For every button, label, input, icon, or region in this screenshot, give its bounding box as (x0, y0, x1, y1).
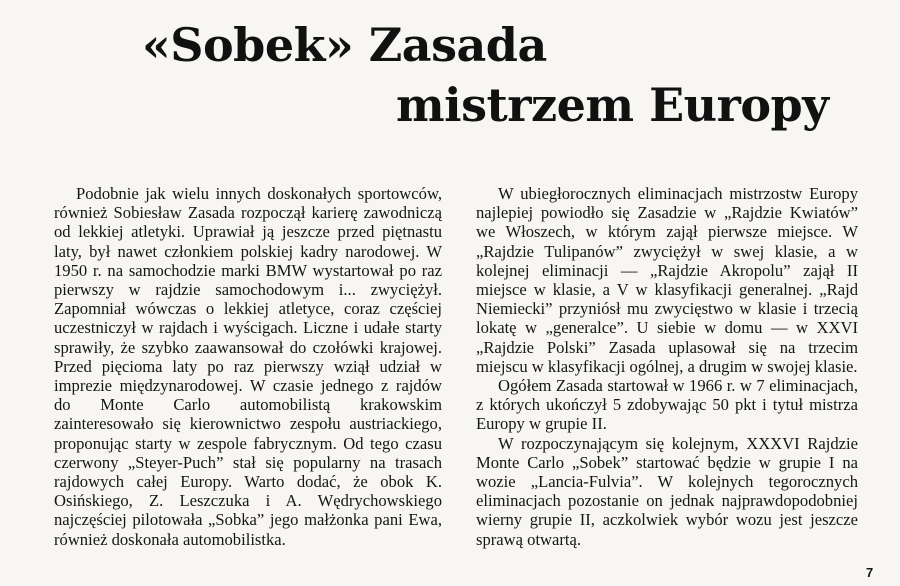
title-line-2: mistrzem Europy (396, 78, 829, 132)
page-number: 7 (866, 565, 874, 580)
paragraph: W ubiegłorocznych eliminacjach mistrzostw Europy najlepiej powiodło się Zasadzie w „Rajdzie Kwiatów” we Włoszech, w którym zajął pierwsze miejsce. W „Rajdzie Tulipanów” zwyciężył w swej klasie, a w kolejnej eliminacji — „Rajdzie Akropolu” zajął II miejsce w klasie, a V w klasyfikacji generalnej. „Rajd Niemiecki” przyniósł mu zwycięstwo w klasie i trzecią lokatę w „generalce”. U siebie w domu — w XXVI „Rajdzie Polski” Zasada uplasował się na trzecim miejscu w klasyfikacji ogólnej, a drugim w swojej klasie. (476, 184, 858, 376)
paragraph: Podobnie jak wielu innych doskonałych sportowców, również Sobiesław Zasada rozpoczął karierę zawodniczą od lekkiej atletyki. Uprawiał ją jeszcze przed piętnastu laty, był nawet członkiem polskiej kadry narodowej. W 1950 r. na samochodzie marki BMW wystartował po raz pierwszy w rajdzie samochodowym i... zwyciężył. Zapomniał wówczas o lekkiej atletyce, coraz częściej uczestniczył w rajdach i wyścigach. Liczne i udałe starty sprawiły, że szybko zaawansował do czołówki krajowej. Przed pięcioma laty po raz pierwszy wziął udział w imprezie międzynarodowej. W czasie jednego z rajdów do Monte Carlo automobilistą krakowskim zainteresowało się kierownictwo zespołu austriackiego, proponując starty w zespole fabrycznym. Od tego czasu czerwony „Steyer-Puch” stał się popularny na trasach rajdowych całej Europy. Warto dodać, że obok K. Osińskiego, Z. Leszczuka i A. Wędrychowskiego najczęściej pilotowała „Sobka” jego małżonka pani Ewa, również doskonała automobilistka. (54, 184, 442, 549)
paragraph: W rozpoczynającym się kolejnym, XXXVI Rajdzie Monte Carlo „Sobek” startować będzie w grupie I na wozie „Lancia-Fulvia”. W kolejnych tegorocznych eliminacjach pozostanie on jednak najprawdopodobniej wierny grupie II, aczkolwiek wybór wozu jest jeszcze sprawą otwartą. (476, 433, 858, 549)
left-column (54, 184, 442, 549)
paragraph: Ogółem Zasada startował w 1966 r. w 7 eliminacjach, z których ukończył 5 zdobywając 50 pkt i tytuł mistrza Europy w grupie II. (476, 376, 858, 434)
title-line-1: «Sobek» Zasada (142, 18, 547, 72)
right-column (476, 184, 858, 549)
